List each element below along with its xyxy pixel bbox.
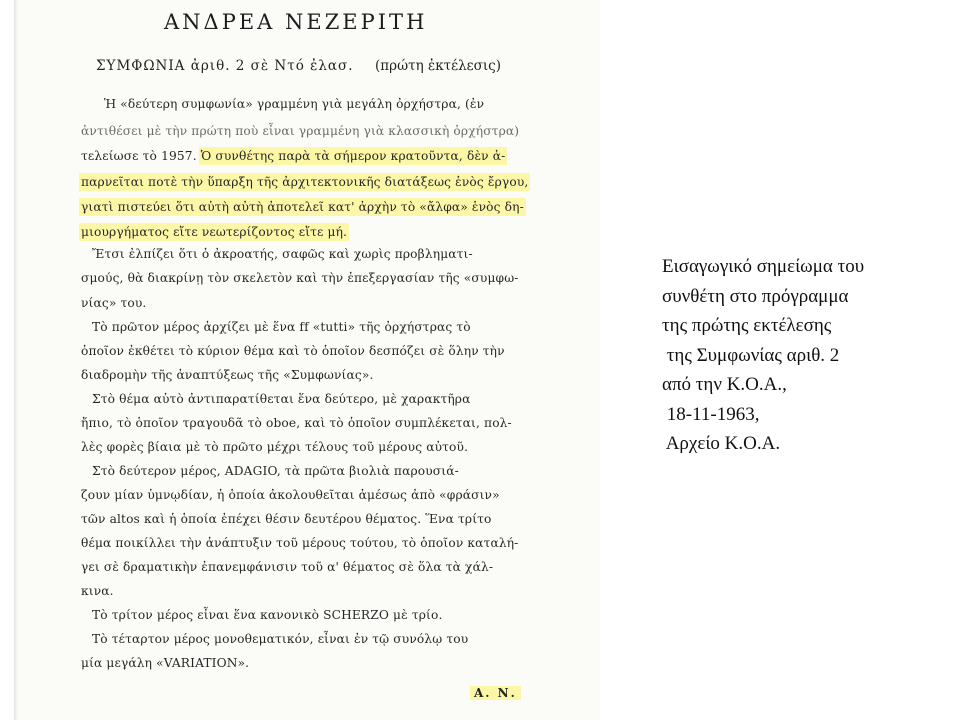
premiere-note: (πρώτη ἐκτέλεσις) <box>375 58 501 74</box>
text-line <box>81 225 347 239</box>
highlighted-text: γιατὶ πιστεύει ὅτι αὐτὴ αὐτὴ ἀποτελεῖ κατ' ἀρχὴν τὸ «ἄλφα» ἑνὸς δη- <box>81 200 524 214</box>
slide-caption <box>662 252 952 459</box>
text-line: τῶν altos καὶ ἡ ὁποία ἐπέχει θέσιν δευτέρου θέματος. Ἕνα τρίτο <box>81 512 492 526</box>
text-line: Ἔτσι ἐλπίζει ὅτι ὁ ἀκροατής, σαφῶς καὶ χωρὶς προβληματι- <box>92 247 473 261</box>
composer-name-heading: ΑΝΔΡΕΑ ΝΕΖΕΡΙΤΗ <box>164 10 428 34</box>
scanned-program-note <box>14 0 600 720</box>
text-line: λὲς φορὲς βίαια μὲ τὸ πρῶτο μέχρι τέλους τοῦ μέρους αὐτοῦ. <box>81 440 469 454</box>
text-line <box>81 175 528 189</box>
text-line: Τὸ πρῶτον μέρος ἀρχίζει μὲ ἕνα ff «tutti» τῆς ὀρχήστρας τὸ <box>92 320 471 334</box>
highlighted-text: Ὁ συνθέτης παρὰ τὰ σήμερον κρατοῦντα, δὲν ἀ- <box>200 149 506 163</box>
work-title: ΣΥΜΦΩΝΙΑ ἀριθ. 2 σὲ Ντό ἐλασ. <box>96 58 354 74</box>
text-line: ὁποῖον ἐκθέτει τὸ κύριον θέμα καὶ τὸ ὁποῖον δεσπόζει σὲ ὅλην τὴν <box>81 344 505 358</box>
text-line: Στὸ θέμα αὐτὸ ἀντιπαρατίθεται ἕνα δεύτερο, μὲ χαρακτῆρα <box>92 392 471 406</box>
caption-line: Εισαγωγικό σημείωμα του <box>662 256 865 277</box>
text-line: κινα. <box>81 584 114 598</box>
text-line <box>81 149 505 163</box>
text-line: ζουν μίαν ὑμνῳδίαν, ἡ ὁποία ἀκολουθεῖται ἀμέσως ἀπὸ «φράσιν» <box>81 488 500 502</box>
work-subtitle <box>96 58 501 74</box>
text-line: Ἡ «δεύτερη συμφωνία» γραμμένη γιὰ μεγάλη ὀρχήστρα, (ἐν <box>104 97 485 111</box>
text-line: ἤπιο, τὸ ὁποῖον τραγουδᾶ τὸ obоe, καὶ τὸ ὁποῖον συμπλέκεται, πολ- <box>81 416 512 430</box>
caption-line: Αρχείο Κ.Ο.Α. <box>662 433 781 454</box>
scan-edge-shadow <box>14 0 18 720</box>
text-line: Τὸ τρίτον μέρος εἶναι ἕνα κανονικὸ SCHERZO μὲ τρίο. <box>92 608 443 622</box>
caption-line: 18-11-1963, <box>662 403 760 425</box>
text-line: σμούς, θὰ διακρίνῃ τὸν σκελετὸν καὶ τὴν ἐπεξεργασίαν τῆς «συμφω- <box>81 271 519 285</box>
text-line: γει σὲ δραματικὴν ἐπανεμφάνισιν τοῦ α' θέματος σὲ ὅλα τὰ χάλ- <box>81 560 494 574</box>
highlighted-text: μιουργήματος εἴτε νεωτερίζοντος εἴτε μή. <box>81 225 348 239</box>
text-line: νίας» του. <box>81 296 147 310</box>
text-line: Τὸ τέταρτον μέρος μονοθεματικόν, εἶναι ἐν τῷ συνόλῳ του <box>92 632 469 646</box>
caption-line: της πρώτης εκτέλεσης <box>662 315 832 336</box>
text-line: Στὸ δεύτερον μέρος, ADAGIO, τὰ πρῶτα βιολιὰ παρουσιά- <box>92 464 459 478</box>
text-line: ἀντιθέσει μὲ τὴν πρώτη ποὺ εἶναι γραμμένη γιὰ κλασσικὴ ὀρχήστρα) <box>81 124 520 138</box>
text-line: θέμα ποικίλλει τὴν ἀνάπτυξιν τοῦ μέρους τούτου, τὸ ὁποῖον καταλή- <box>81 536 519 550</box>
text-line <box>81 200 524 214</box>
text-line: διαδρομὴν τῆς ἀναπτύξεως τῆς «Συμφωνίας». <box>81 368 374 382</box>
author-signature: Α. Ν. <box>470 686 521 700</box>
text-fragment: τελείωσε τὸ 1957. <box>81 149 197 163</box>
caption-line: συνθέτη στο πρόγραμμα <box>662 285 849 307</box>
text-line: μία μεγάλη «VARIATION». <box>81 656 250 670</box>
caption-line: από την Κ.Ο.Α., <box>662 374 787 395</box>
caption-line: της Συμφωνίας αριθ. 2 <box>662 344 840 366</box>
highlighted-text: παρνεῖται ποτὲ τὴν ὕπαρξη τῆς ἀρχιτεκτονικῆς διατάξεως ἑνὸς ἔργου, <box>81 175 529 189</box>
